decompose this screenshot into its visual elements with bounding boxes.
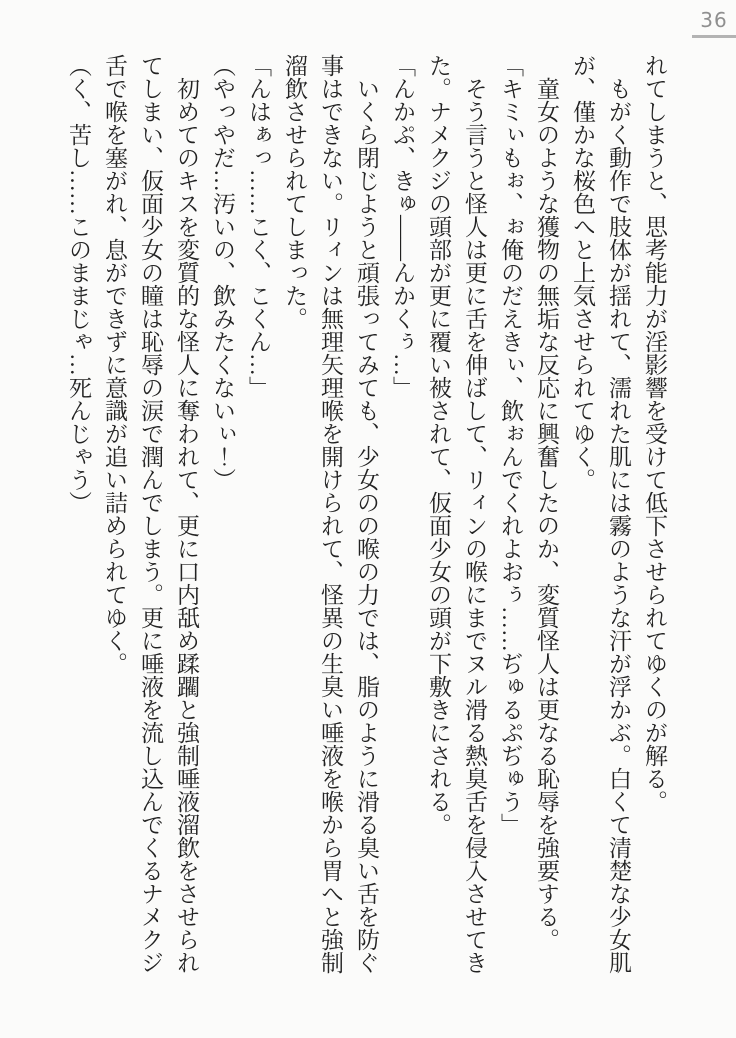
text-line: そう言うと怪人は更に舌を伸ばして、リィンの喉にまでヌル滑る熱臭舌を侵入させてき — [462, 77, 487, 974]
text-line: 「キミぃもぉ、ぉ俺のだえきぃ、飲ぉんでくれよおぅ……ぢゅるぷぢゅう」 — [498, 54, 523, 836]
text-line: 舌で喉を塞がれ、息ができずに意識が追い詰められてゆく。 — [102, 54, 127, 675]
text-line: もがく動作で肢体が揺れて、濡れた肌には霧のような汗が浮かぶ。白くて清楚な少女肌 — [606, 77, 631, 974]
text-line: た。ナメクジの頭部が更に覆い被されて、仮面少女の頭が下敷きにされる。 — [426, 54, 451, 836]
text-line: 溜飲させられてしまった。 — [282, 54, 307, 330]
text-line: 「んはぁっ……こく、こくん…」 — [246, 54, 271, 399]
text-line: 初めてのキスを変質的な怪人に奪われて、更に口内舐め蹂躙と強制唾液溜飲をさせられ — [174, 77, 199, 974]
text-line: 事はできない。リィンは無理矢理喉を開けられて、怪異の生臭い唾液を喉から胃へと強制 — [318, 54, 343, 974]
text-line: てしまい、仮面少女の瞳は恥辱の涙で潤んでしまう。更に唾液を流し込んでくるナメクジ — [138, 54, 163, 974]
text-line: 「んかぷ、きゅ――んかくぅ…」 — [390, 54, 415, 399]
page-number-label: 36 — [700, 8, 728, 32]
text-line: （やっやだ…汚いの、飲みたくないぃ！） — [210, 54, 235, 491]
text-line: （く、苦し……このままじゃ…死んじゃう） — [66, 54, 91, 514]
text-columns — [60, 54, 672, 1004]
text-line: れてしまうと、思考能力が淫影響を受けて低下させられてゆくのが解る。 — [642, 54, 667, 813]
text-line: が、僅かな桜色へと上気させられてゆく。 — [570, 54, 595, 491]
text-line: いくら閉じようと頑張ってみても、少女のの喉の力では、脂のように滑る臭い舌を防ぐ — [354, 77, 379, 974]
page-number — [692, 8, 736, 38]
text-line: 童女のような獲物の無垢な反応に興奮したのか、変質怪人は更なる恥辱を強要する。 — [534, 77, 559, 951]
